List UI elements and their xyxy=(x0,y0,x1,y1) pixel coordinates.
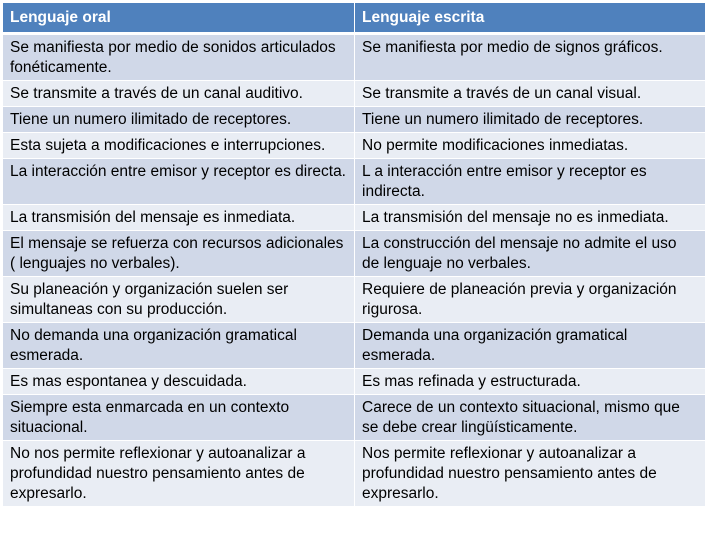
table-row xyxy=(3,205,706,231)
header-lenguaje-escrita: Lenguaje escrita xyxy=(355,3,706,34)
table-row xyxy=(3,107,706,133)
table-row xyxy=(3,323,706,369)
table-row xyxy=(3,441,706,507)
cell-escrita: La construcción del mensaje no admite el uso de lenguaje no verbales. xyxy=(355,231,706,277)
cell-escrita: La transmisión del mensaje no es inmediata. xyxy=(355,205,706,231)
cell-oral: Es mas espontanea y descuidada. xyxy=(3,369,355,395)
table-row xyxy=(3,369,706,395)
cell-escrita: Demanda una organización gramatical esmerada. xyxy=(355,323,706,369)
table-row xyxy=(3,231,706,277)
comparison-table-container xyxy=(2,2,705,507)
cell-oral: Tiene un numero ilimitado de receptores. xyxy=(3,107,355,133)
cell-escrita: No permite modificaciones inmediatas. xyxy=(355,133,706,159)
cell-oral: Su planeación y organización suelen ser simultaneas con su producción. xyxy=(3,277,355,323)
cell-escrita: L a interacción entre emisor y receptor es indirecta. xyxy=(355,159,706,205)
cell-oral: El mensaje se refuerza con recursos adicionales ( lenguajes no verbales). xyxy=(3,231,355,277)
header-lenguaje-oral: Lenguaje oral xyxy=(3,3,355,34)
cell-oral: Siempre esta enmarcada en un contexto situacional. xyxy=(3,395,355,441)
table-row xyxy=(3,395,706,441)
table-row xyxy=(3,34,706,81)
cell-oral: La transmisión del mensaje es inmediata. xyxy=(3,205,355,231)
cell-escrita: Carece de un contexto situacional, mismo que se debe crear lingüísticamente. xyxy=(355,395,706,441)
table-row xyxy=(3,81,706,107)
cell-escrita: Se manifiesta por medio de signos gráficos. xyxy=(355,34,706,81)
table-row xyxy=(3,159,706,205)
table-header-row xyxy=(3,3,706,34)
cell-oral: No nos permite reflexionar y autoanalizar a profundidad nuestro pensamiento antes de expresarlo. xyxy=(3,441,355,507)
table-row xyxy=(3,133,706,159)
cell-escrita: Se transmite a través de un canal visual. xyxy=(355,81,706,107)
comparison-table xyxy=(2,2,706,507)
cell-escrita: Requiere de planeación previa y organización rigurosa. xyxy=(355,277,706,323)
cell-escrita: Tiene un numero ilimitado de receptores. xyxy=(355,107,706,133)
cell-escrita: Es mas refinada y estructurada. xyxy=(355,369,706,395)
cell-oral: Se transmite a través de un canal auditivo. xyxy=(3,81,355,107)
cell-escrita: Nos permite reflexionar y autoanalizar a profundidad nuestro pensamiento antes de expresarlo. xyxy=(355,441,706,507)
cell-oral: Se manifiesta por medio de sonidos articulados fonéticamente. xyxy=(3,34,355,81)
cell-oral: Esta sujeta a modificaciones e interrupciones. xyxy=(3,133,355,159)
cell-oral: No demanda una organización gramatical esmerada. xyxy=(3,323,355,369)
cell-oral: La interacción entre emisor y receptor es directa. xyxy=(3,159,355,205)
table-row xyxy=(3,277,706,323)
